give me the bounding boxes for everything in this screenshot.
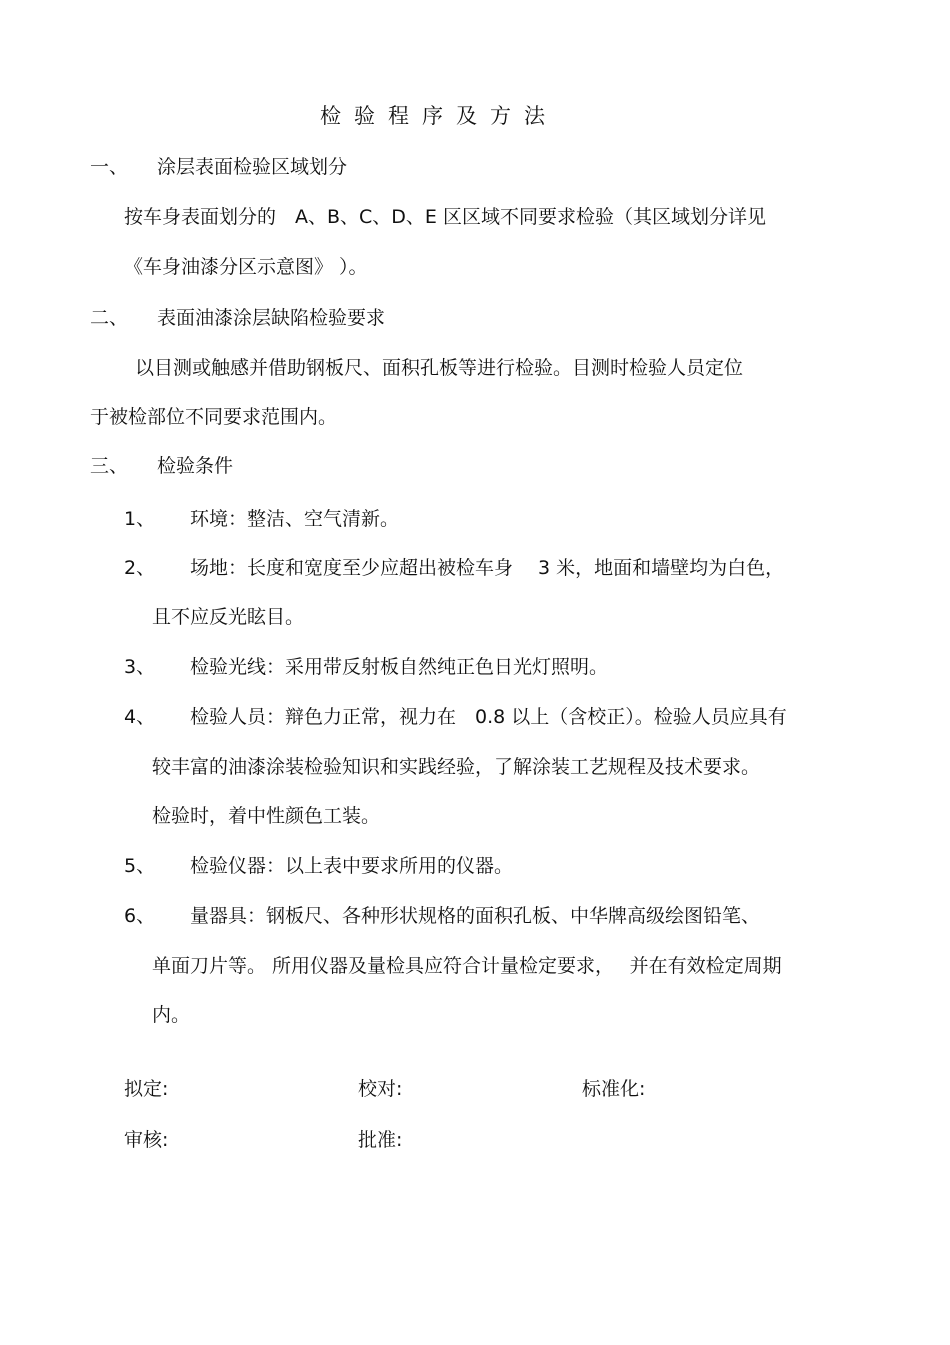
paragraph-line: 《车身油漆分区示意图》 ）。 [124,256,368,278]
paragraph-line: 以目测或触感并借助钢板尺、面积孔板等进行检验。目测时检验人员定位 [135,357,744,379]
item-number: 2、 [124,557,156,579]
section-number: 二、 [90,307,129,329]
item-line: 环境：整洁、空气清新。 [190,508,400,530]
item-line: 检验时，着中性颜色工装。 [152,805,381,827]
signature-standardized-label: 标准化: [582,1078,646,1100]
paragraph-line: 于被检部位不同要求范围内。 [90,406,338,428]
section-heading: 表面油漆涂层缺陷检验要求 [157,307,386,329]
item-line: 场地：长度和宽度至少应超出被检车身 3 米，地面和墙壁均为白色， [190,557,785,579]
item-line: 检验人员：辩色力正常，视力在 0.8 以上（含校正）。检验人员应具有 [190,706,787,728]
item-number: 6、 [124,905,156,927]
item-number: 5、 [124,855,156,877]
item-line: 单面刀片等。 所用仪器及量检具应符合计量检定要求， 并在有效检定周期 [152,955,782,977]
signature-drafted-label: 拟定: [124,1078,169,1100]
section-heading: 涂层表面检验区域划分 [157,156,348,178]
item-line: 且不应反光眩目。 [152,606,305,628]
item-number: 4、 [124,706,156,728]
section-number: 一、 [90,156,129,178]
item-line: 检验仪器：以上表中要求所用的仪器。 [190,855,514,877]
item-line: 量器具：钢板尺、各种形状规格的面积孔板、中华牌高级绘图铅笔、 [190,905,761,927]
item-line: 检验光线：采用带反射板自然纯正色日光灯照明。 [190,656,609,678]
item-line: 较丰富的油漆涂装检验知识和实践经验，了解涂装工艺规程及技术要求。 [152,756,761,778]
paragraph-line: 按车身表面划分的 A、B、C、D、E 区区域不同要求检验（其区域划分详见 [124,206,766,228]
item-line: 内。 [152,1004,191,1026]
signature-reviewed-label: 审核: [124,1129,169,1151]
item-number: 3、 [124,656,156,678]
section-heading: 检验条件 [157,455,234,477]
page-title: 检验程序及方法 [320,104,558,128]
signature-approved-label: 批准: [358,1129,403,1151]
signature-proofread-label: 校对: [358,1078,403,1100]
section-number: 三、 [90,455,129,477]
item-number: 1、 [124,508,156,530]
